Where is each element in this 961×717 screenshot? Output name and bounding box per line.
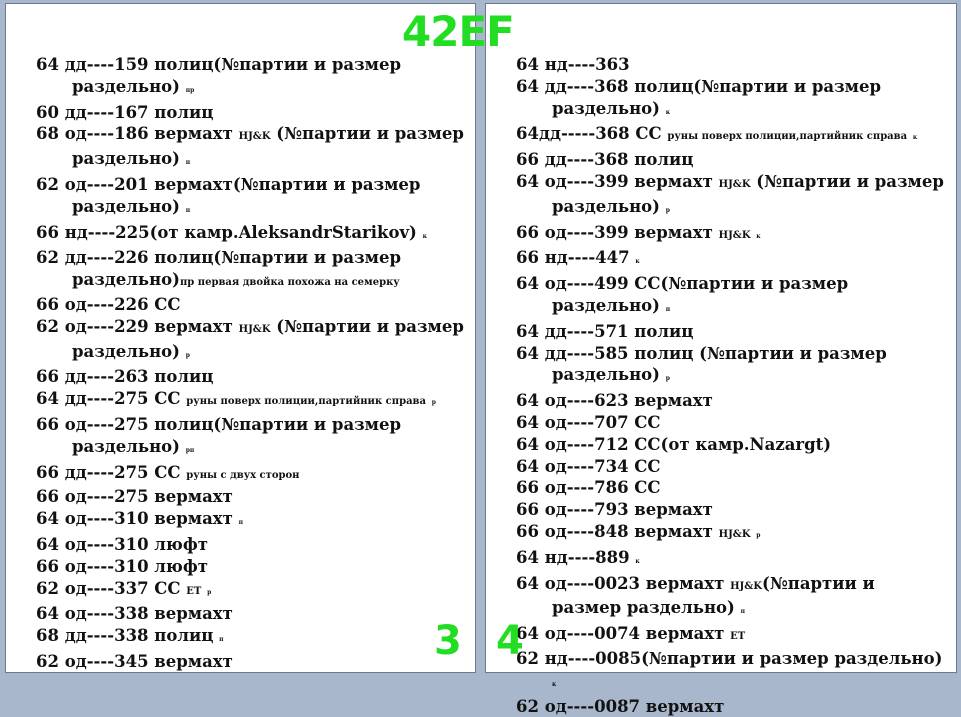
page-number-right: 4: [496, 618, 524, 664]
entry-text: 64 од----707 СС: [516, 412, 661, 432]
entry-text: 64 дд----368 полиц(№партии и размер раздельно): [516, 76, 882, 118]
entry-text: 64 дд----159 полиц(№партии и размер раздельно): [36, 55, 402, 96]
list-item: [516, 54, 948, 76]
list-item: [516, 499, 948, 521]
entry-note: руны поверх полиции,партийник справа: [667, 131, 908, 143]
list-item: [516, 456, 948, 478]
entry-mark: к: [912, 134, 918, 142]
list-item: [36, 247, 466, 294]
list-item: [36, 534, 466, 556]
list-item: [516, 390, 948, 412]
entry-text: 64 нд----889: [516, 547, 636, 567]
entry-text: 62 дд----226 полиц(№партии и размер раздельно): [36, 248, 402, 290]
list-item: [36, 174, 466, 222]
entry-note: руны поверх полиции,партийник справа: [186, 396, 426, 408]
entry-note: ET: [730, 631, 746, 643]
list-item: [36, 388, 466, 414]
list-item: [516, 222, 948, 248]
entry-note: пр первая двойка похожа на семерку: [179, 277, 400, 289]
list-item: [516, 76, 948, 124]
header-label: 42EF: [402, 7, 514, 56]
list-item: [36, 316, 466, 367]
entry-text: 64 од----712 СС(от камр.Nazargt): [516, 434, 832, 454]
entry-text: 62 нд----0085(№партии и размер раздельно): [516, 648, 943, 668]
entry-text: 64 дд----585 полиц (№партии и размер раздельно): [516, 343, 887, 385]
entry-note: руны с двух сторон: [186, 469, 300, 481]
entry-text-continued: (№партии и размер раздельно): [552, 171, 944, 216]
entry-text-continued: (№партии и размер раздельно): [552, 573, 875, 618]
entry-list-right: [516, 54, 948, 717]
list-item: [516, 648, 948, 696]
entry-text: 64 од----0023 вермахт: [516, 573, 731, 593]
list-item: [36, 578, 466, 604]
entry-mark: к: [422, 232, 427, 240]
entry-mark: п: [665, 305, 671, 313]
entry-mark: п: [185, 159, 191, 167]
list-item: [36, 651, 466, 673]
entry-note: HJ&K: [730, 580, 763, 592]
entry-text: 60 дд----167 полиц: [36, 102, 214, 122]
entry-text: 64дд-----368 СС: [516, 124, 668, 144]
list-item: [516, 477, 948, 499]
list-item: [516, 149, 948, 171]
entry-text: 64 од----734 СС: [516, 456, 661, 476]
entry-text: 64 нд----363: [516, 55, 630, 74]
list-item: [36, 222, 466, 248]
list-item: [36, 294, 466, 316]
entry-text: 66 дд----275 СС: [36, 462, 187, 482]
entry-text: 64 дд----275 СС: [36, 389, 187, 409]
entry-text: 68 дд----338 полиц: [36, 626, 220, 646]
entry-text: 66 од----848 вермахт: [516, 521, 719, 541]
entry-text: 64 дд----571 полиц: [516, 321, 694, 341]
list-item: [516, 547, 948, 573]
entry-mark: р: [665, 206, 670, 214]
entry-text: 66 од----793 вермахт: [516, 500, 713, 520]
entry-text: 64 од----623 вермахт: [516, 391, 713, 411]
entry-text: 64 од----338 вермахт: [36, 604, 233, 624]
entry-text: 66 нд----447: [516, 248, 636, 268]
list-item: [36, 102, 466, 124]
entry-text: 62 од----337 СС: [36, 578, 187, 598]
entry-text: 66 од----310 люфт: [36, 556, 208, 576]
entry-mark: рп: [185, 446, 195, 454]
entry-mark: к: [665, 108, 671, 116]
list-item: [36, 625, 466, 651]
entry-text: 64 од----310 люфт: [36, 534, 208, 554]
list-item: [516, 123, 948, 149]
entry-note: HJ&K: [238, 323, 271, 335]
entry-mark: к: [635, 557, 640, 565]
entry-note: ET: [186, 585, 202, 597]
entry-mark: к: [552, 680, 557, 688]
list-item: [516, 521, 948, 547]
list-item: [36, 462, 466, 487]
list-item: [36, 508, 466, 534]
entry-note: HJ&K: [718, 229, 751, 241]
entry-mark: пр: [185, 86, 195, 94]
entry-mark: к: [635, 258, 640, 266]
entry-note: HJ&K: [238, 131, 271, 143]
entry-text: 68 од----186 вермахт: [36, 124, 239, 144]
entry-mark: р: [431, 399, 436, 407]
list-item: [36, 486, 466, 508]
list-item: [36, 556, 466, 578]
list-item: [516, 273, 948, 321]
document-page-right: [485, 3, 957, 716]
list-item: [516, 343, 948, 391]
entry-text: 66 нд----225(от камр.AleksandrStarikov): [36, 222, 417, 242]
entry-text: 64 од----499 СС(№партии и размер раздельно): [516, 274, 849, 315]
list-item: [516, 696, 948, 717]
entry-mark: п: [185, 206, 191, 214]
list-item: [516, 247, 948, 273]
entry-text-continued: (№партии и размер раздельно): [72, 124, 464, 169]
list-item: [516, 171, 948, 222]
list-item: [36, 603, 466, 625]
list-item: [516, 321, 948, 343]
list-item: [516, 434, 948, 456]
entry-text: 66 од----399 вермахт: [516, 222, 719, 242]
entry-text: 62 од----345 вермахт: [36, 651, 233, 671]
list-item: [516, 573, 948, 624]
entry-text: 64 од----0074 вермахт: [516, 624, 731, 644]
entry-mark: р: [185, 351, 190, 359]
entry-note: HJ&K: [718, 178, 751, 190]
entry-mark: р: [665, 375, 670, 383]
list-item: [516, 623, 948, 648]
entry-text: 62 од----229 вермахт: [36, 316, 239, 336]
entry-note: HJ&K: [718, 528, 751, 540]
entry-text-continued: (№партии и размер раздельно): [72, 316, 464, 361]
entry-text: 66 од----275 полиц(№партии и размер раздельно): [36, 414, 402, 456]
entry-text: 62 од----0087 вермахт: [516, 696, 725, 716]
entry-mark: п: [219, 636, 224, 644]
entry-text: 62 од----201 вермахт(№партии и размер раздельно): [36, 174, 421, 216]
page-number-left: 3: [434, 618, 462, 664]
entry-text: 64 од----310 вермахт: [36, 509, 239, 529]
document-page-left: [5, 3, 476, 673]
entry-mark: р: [756, 531, 761, 539]
list-item: [36, 123, 466, 174]
entry-mark: п: [238, 519, 244, 527]
entry-text: 66 од----275 вермахт: [36, 487, 233, 507]
list-item: [516, 412, 948, 434]
entry-text: 66 дд----263 полиц: [36, 367, 214, 387]
list-item: [36, 366, 466, 388]
entry-list-left: [36, 54, 466, 673]
list-item: [36, 414, 466, 462]
entry-text: 66 дд----368 полиц: [516, 150, 694, 170]
entry-text: 66 од----226 СС: [36, 294, 181, 314]
entry-text: 64 од----399 вермахт: [516, 171, 719, 191]
entry-mark: р: [207, 588, 212, 596]
entry-mark: п: [740, 608, 746, 616]
entry-mark: к: [756, 232, 761, 240]
list-item: [36, 54, 466, 102]
entry-text: 66 од----786 СС: [516, 478, 661, 498]
